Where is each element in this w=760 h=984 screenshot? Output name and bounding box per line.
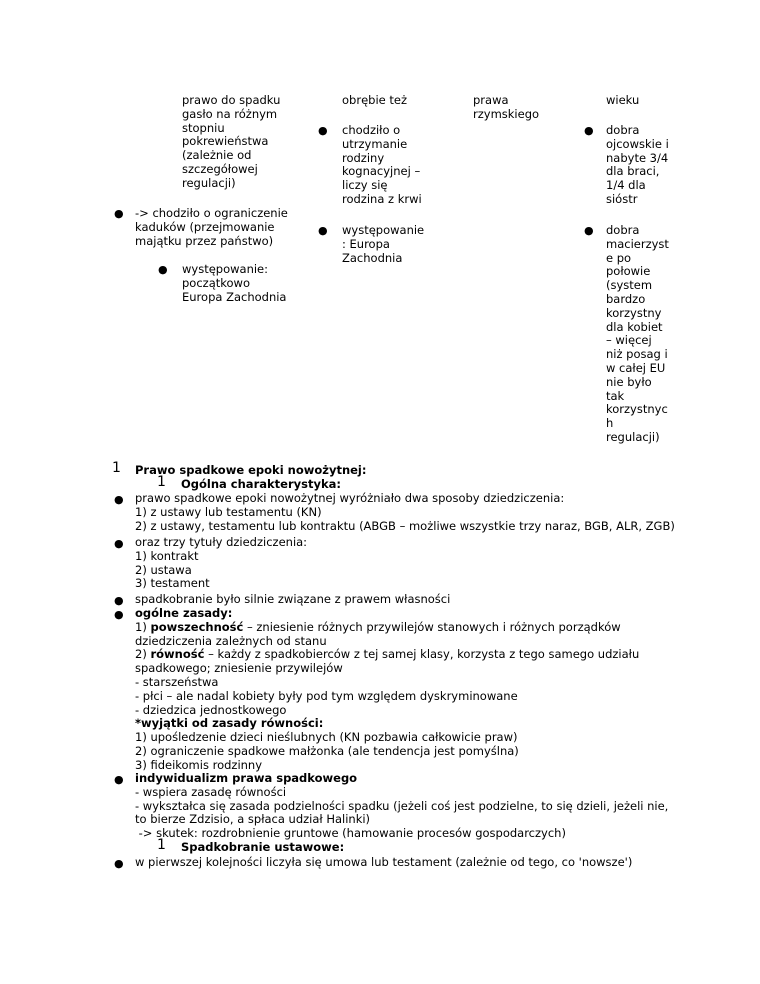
text-line: rodzina z krwi [342, 191, 422, 206]
text-line: korzystny [606, 305, 662, 320]
text-line: (system [606, 278, 653, 293]
bullet-icon: ● [318, 224, 328, 237]
text-line: -> skutek: rozdrobnienie gruntowe (hamowanie procesów gospodarczych) [135, 826, 566, 841]
text-line: pokrewieństwa [182, 134, 269, 149]
paragraph-4 [135, 607, 639, 773]
text-line: 2) ustawa [135, 562, 192, 577]
text-line: - dziedzica jednostkowego [135, 702, 287, 717]
text-line: w całej EU [606, 360, 666, 375]
text-line: rodziny [342, 150, 385, 165]
text-line: to bierze Zdzisio, a spłaca udział Halinki) [135, 812, 371, 827]
paragraph-3: spadkobranie było silnie związane z prawem własności [135, 592, 451, 606]
bullet-icon: ● [584, 124, 594, 137]
section-heading: Prawo spadkowe epoki nowożytnej: [135, 463, 367, 477]
bullet-icon: ● [114, 857, 124, 870]
text-line: dziedziczenia zależnych od stanu [135, 633, 327, 648]
text-line: 3) fideikomis rodzinny [135, 757, 263, 772]
col1-intro [182, 94, 280, 191]
text-line: liczy się [342, 178, 388, 193]
text-line: ojcowskie i [606, 136, 669, 151]
text-line: nie było [606, 374, 652, 389]
col4-bullet2 [606, 224, 669, 445]
paragraph-2 [135, 536, 307, 591]
text-line: - wykształca się zasada podzielności spadku (jeżeli coś jest podzielne, to się dzieli, jeżeli nie, [135, 798, 669, 813]
col4-bullet1 [606, 124, 669, 207]
subheading: Ogólna charakterystyka: [181, 477, 341, 491]
text-line: e po [606, 250, 632, 265]
text-span: – każdy z spadkobierców z tej samej klasy, korzysta z tego samego udziału [204, 647, 640, 662]
text-line: tak [606, 388, 625, 403]
bullet-icon: ● [114, 207, 124, 220]
text-line: gasło na różnym [182, 106, 278, 121]
text-line: utrzymanie [342, 136, 408, 151]
text-line: stopniu [182, 120, 225, 135]
text-line: kaduków (przejmowanie [135, 219, 275, 234]
text-line: bardzo [606, 291, 646, 306]
paragraph-5 [135, 772, 668, 841]
heading-number: 1 [112, 460, 121, 476]
text-line: h [606, 416, 614, 431]
text-line: dobra [606, 123, 640, 137]
text-line: - wspiera zasadę równości [135, 784, 287, 799]
text-line: rzymskiego [473, 106, 540, 121]
text-line: występowanie: [182, 262, 269, 276]
table-col-3 [473, 94, 539, 122]
paragraph-1 [135, 492, 675, 533]
col1-bullet1 [135, 207, 288, 248]
text-line: 1) upośledzenie dzieci nieślubnych (KN pozbawia całkowicie praw) [135, 730, 518, 745]
text-line: majątku przez państwo) [135, 233, 274, 248]
text-line: regulacji) [606, 429, 660, 444]
text-line: -> chodziło o ograniczenie [135, 206, 288, 220]
text-line: regulacji) [182, 175, 236, 190]
text-line [135, 621, 639, 635]
text-span: 2) [135, 647, 151, 662]
text-line: nabyte 3/4 [606, 150, 669, 165]
text-line: niż posag i [606, 347, 668, 362]
col2-bullet1 [342, 124, 422, 207]
text-line: dobra [606, 223, 640, 237]
text-line: indywidualizm prawa spadkowego [135, 771, 358, 785]
text-line: dla kobiet [606, 319, 663, 334]
subheading-number: 1 [157, 474, 166, 490]
text-line: prawo do spadku [182, 93, 281, 107]
table-col-2 [342, 94, 407, 108]
bullet-icon: ● [584, 224, 594, 237]
text-line: 2) ograniczenie spadkowe małżonka (ale tendencja jest pomyślna) [135, 743, 519, 758]
bullet-icon: ● [158, 263, 168, 276]
table-col-4 [606, 94, 639, 108]
text-line: 1/4 dla [606, 178, 646, 193]
text-line: dla braci, [606, 164, 660, 179]
text-line: Europa Zachodnia [182, 289, 287, 304]
bullet-icon: ● [114, 773, 124, 786]
text-line: spadkowego; zniesienie przywilejów [135, 661, 343, 676]
text-line [135, 648, 639, 662]
text-line: 2) z ustawy, testamentu lub kontraktu (ABGB – możliwe wszystkie trzy naraz, BGB, ALR, ZGB) [135, 518, 675, 533]
text-line: chodziło o [342, 123, 401, 137]
text-span: – zniesienie różnych przywilejów stanowych i różnych porządków [243, 619, 621, 634]
text-line: obrębie też [342, 93, 407, 107]
text-line: – więcej [606, 333, 652, 348]
text-line: (zależnie od [182, 148, 252, 163]
text-line: wieku [606, 93, 640, 107]
bold-term: powszechność [150, 619, 244, 634]
text-line: ogólne zasady: [135, 606, 233, 620]
text-line: korzystnyc [606, 402, 668, 417]
text-line: - starszeństwa [135, 674, 219, 689]
text-line: 3) testament [135, 576, 210, 591]
bullet-icon: ● [318, 124, 328, 137]
subheading-number: 1 [157, 837, 166, 853]
bullet-icon: ● [114, 608, 124, 621]
text-line: szczegółowej [182, 161, 258, 176]
col2-bullet2 [342, 224, 424, 265]
bold-term: równość [150, 647, 205, 662]
bullet-icon: ● [114, 493, 124, 506]
text-line: sióstr [606, 191, 638, 206]
text-line: : Europa [342, 236, 390, 251]
bullet-icon: ● [114, 594, 124, 607]
text-line: połowie [606, 264, 651, 279]
col1-bullet2 [182, 263, 286, 304]
text-line: prawo spadkowe epoki nowożytnej wyróżniało dwa sposoby dziedziczenia: [135, 491, 565, 505]
subheading-2: Spadkobranie ustawowe: [181, 840, 345, 854]
text-line: macierzyst [606, 236, 669, 251]
text-line: początkowo [182, 275, 250, 290]
text-span: 1) [135, 619, 151, 634]
text-line: - płci – ale nadal kobiety były pod tym względem dyskryminowane [135, 688, 518, 703]
paragraph-6: w pierwszej kolejności liczyła się umowa lub testament (zależnie od tego, co 'nowsze') [135, 855, 633, 869]
text-line: 1) z ustawy lub testamentu (KN) [135, 504, 322, 519]
text-line: kognacyjnej – [342, 164, 421, 179]
bullet-icon: ● [114, 537, 124, 550]
text-line: występowanie [342, 223, 425, 237]
text-line: Zachodnia [342, 250, 403, 265]
text-line: *wyjątki od zasady równości: [135, 716, 324, 731]
text-line: oraz trzy tytuły dziedziczenia: [135, 535, 308, 549]
text-line: 1) kontrakt [135, 548, 199, 563]
text-line: prawa [473, 93, 509, 107]
table-col-1 [182, 94, 280, 191]
